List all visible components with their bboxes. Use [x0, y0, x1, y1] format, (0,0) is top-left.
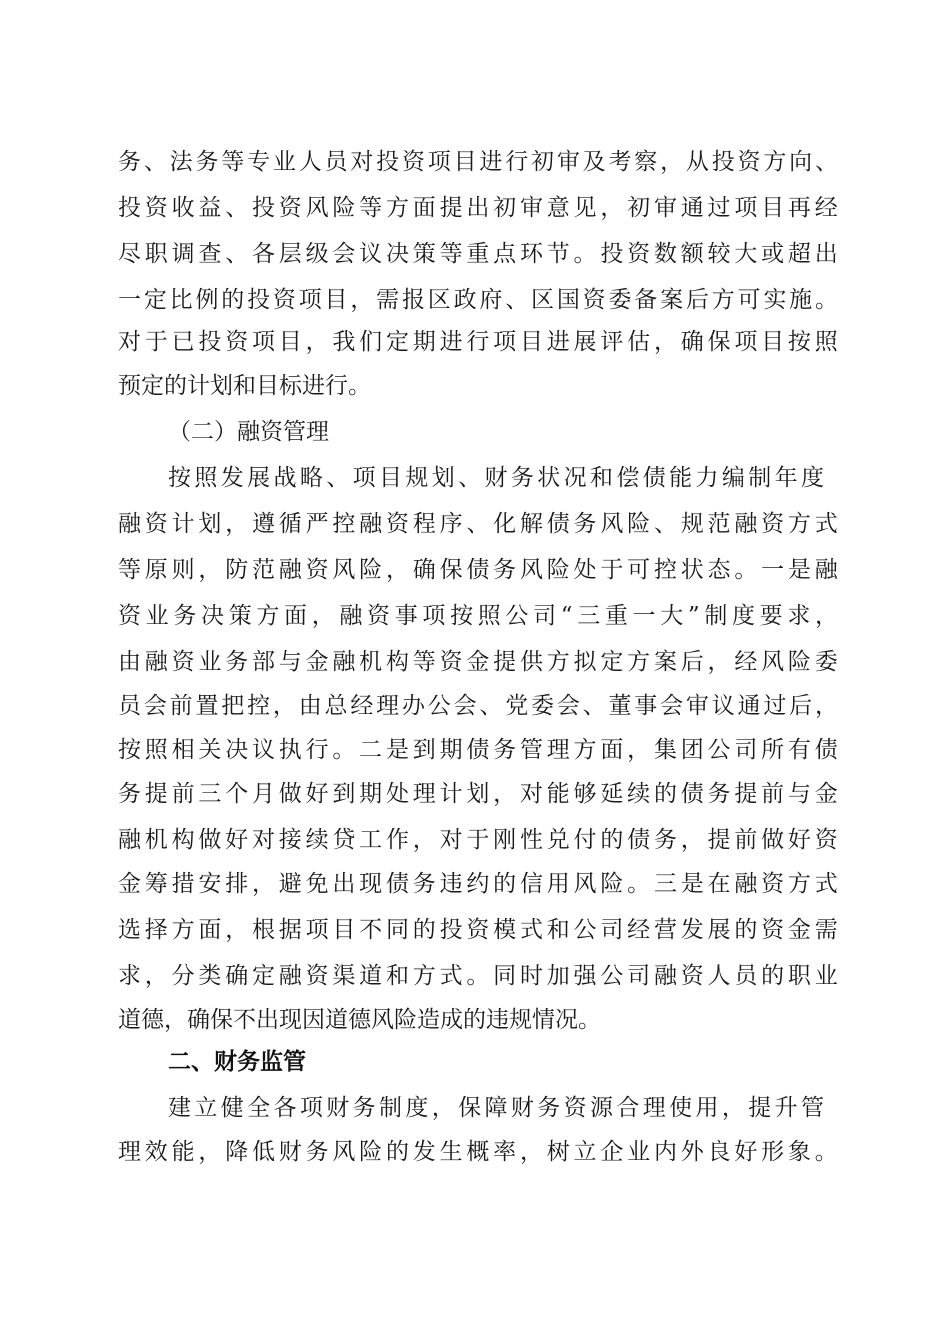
- paragraph-line-22: 建 立 健 全 各 项 财 务 制 度 ， 保 障 财 务 资 源 合 理 使 用 ， 提 升 管: [168, 1095, 824, 1121]
- paragraph-line-11: 资 业 务 决 策 方 面 ， 融 资 事 项 按 照 公 司 “ 三 重 一 大 ” 制 度 要 求 ，: [118, 603, 838, 629]
- paragraph-line-20: 道德，确保不出现因道德风险造成的违规情况。: [118, 1007, 601, 1033]
- paragraph-line-14: 按 照 相 关 决 议 执 行 。 二 是 到 期 债 务 管 理 方 面 ， 集 团 公 司 所 有 债: [118, 737, 838, 763]
- paragraph-line-12: 由 融 资 业 务 部 与 金 融 机 构 等 资 金 提 供 方 拟 定 方 案 后 ， 经 风 险 委: [118, 649, 838, 675]
- paragraph-line-6: 预定的计划和目标进行。: [118, 373, 371, 399]
- paragraph-line-2: 投 资 收 益 、 投 资 风 险 等 方 面 提 出 初 审 意 见 ， 初 审 通 过 项 目 再 经: [118, 195, 838, 221]
- paragraph-line-17: 金 筹 措 安 排 ， 避 免 出 现 债 务 违 约 的 信 用 风 险 。 三 是 在 融 资 方 式: [118, 871, 838, 897]
- paragraph-line-13: 员 会 前 置 把 控 ， 由 总 经 理 办 公 会 、 党 委 会 、 董 事 会 审 议 通 过 后 ，: [118, 693, 838, 719]
- paragraph-line-15: 务 提 前 三 个 月 做 好 到 期 处 理 计 划 ， 对 能 够 延 续 的 债 务 提 前 与 金: [118, 781, 838, 807]
- paragraph-line-16: 融 机 构 做 好 对 接 续 贷 工 作 ， 对 于 刚 性 兑 付 的 债 务 ， 提 前 做 好 资: [118, 827, 838, 853]
- paragraph-line-23: 理 效 能 ， 降 低 财 务 风 险 的 发 生 概 率 ， 树 立 企 业 内 外 良 好 形 象 。: [118, 1139, 838, 1165]
- paragraph-line-3: 尽 职 调 查 、 各 层 级 会 议 决 策 等 重 点 环 节 。 投 资 数 额 较 大 或 超 出: [118, 241, 838, 267]
- paragraph-line-10: 等 原 则 ， 防 范 融 资 风 险 ， 确 保 债 务 风 险 处 于 可 控 状 态 。 一 是 融: [118, 557, 838, 583]
- section-heading-financial-supervision: 二、财务监管: [168, 1049, 306, 1075]
- paragraph-line-8: 按 照 发 展 战 略 、 项 目 规 划 、 财 务 状 况 和 偿 债 能 力 编 制 年 度: [168, 465, 824, 491]
- section-heading-financing-management: （二）融资管理: [168, 419, 329, 445]
- paragraph-line-1: 务 、 法 务 等 专 业 人 员 对 投 资 项 目 进 行 初 审 及 考 察 ， 从 投 资 方 向 、: [118, 149, 838, 175]
- paragraph-line-5: 对 于 已 投 资 项 目 ， 我 们 定 期 进 行 项 目 进 展 评 估 ， 确 保 项 目 按 照: [118, 329, 838, 355]
- paragraph-line-9: 融 资 计 划 ， 遵 循 严 控 融 资 程 序 、 化 解 债 务 风 险 、 规 范 融 资 方 式: [118, 511, 838, 537]
- paragraph-line-19: 求 ， 分 类 确 定 融 资 渠 道 和 方 式 。 同 时 加 强 公 司 融 资 人 员 的 职 业: [118, 963, 838, 989]
- paragraph-line-4: 一 定 比 例 的 投 资 项 目 ， 需 报 区 政 府 、 区 国 资 委 备 案 后 方 可 实 施 。: [118, 287, 838, 313]
- paragraph-line-18: 选 择 方 面 ， 根 据 项 目 不 同 的 投 资 模 式 和 公 司 经 营 发 展 的 资 金 需: [118, 917, 838, 943]
